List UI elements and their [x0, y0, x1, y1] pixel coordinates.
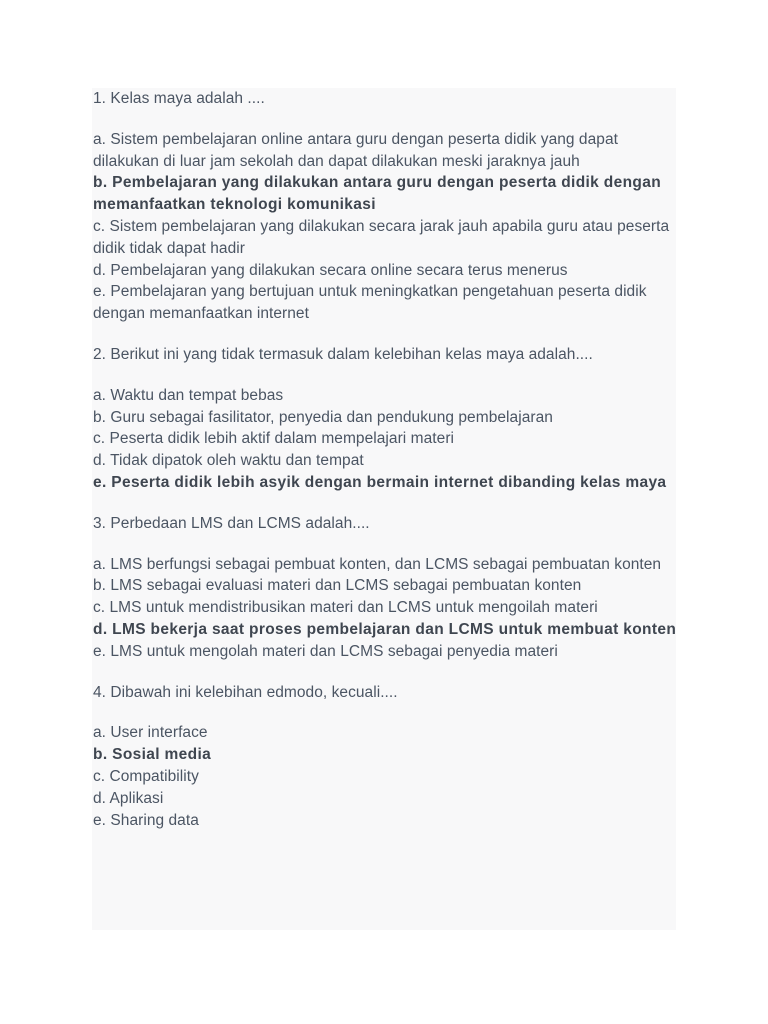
- option-d: d. Tidak dipatok oleh waktu dan tempat: [93, 452, 364, 470]
- option-c: c. Compatibility: [93, 767, 199, 785]
- option-list: [93, 129, 677, 325]
- option-a: a. Sistem pembelajaran online antara guru dengan peserta didik yang dapat dilakukan di luar jam sekolah dan dapat dilakukan meski jaraknya jauh: [93, 130, 618, 170]
- option-a: a. Waktu dan tempat bebas: [93, 386, 284, 404]
- option-list: [93, 722, 677, 831]
- option-a: a. LMS berfungsi sebagai pembuat konten, dan LCMS sebagai pembuatan konten: [93, 555, 662, 573]
- option-a: a. User interface: [93, 724, 208, 742]
- option-b: b. Guru sebagai fasilitator, penyedia dan pendukung pembelajaran: [93, 408, 553, 426]
- option-b-correct: b. Sosial media: [93, 746, 212, 764]
- question-4: [93, 682, 677, 832]
- option-c: c. Sistem pembelajaran yang dilakukan secara jarak jauh apabila guru atau peserta didik tidak dapat hadir: [93, 217, 670, 257]
- option-e-correct: e. Peserta didik lebih asyik dengan bermain internet dibanding kelas maya: [93, 473, 667, 491]
- option-c: c. Peserta didik lebih aktif dalam mempelajari materi: [93, 430, 455, 448]
- question-title: 3. Perbedaan LMS dan LCMS adalah....: [93, 514, 370, 532]
- option-d: d. Pembelajaran yang dilakukan secara online secara terus menerus: [93, 261, 568, 279]
- option-e: e. LMS untuk mengolah materi dan LCMS sebagai penyedia materi: [93, 642, 558, 660]
- question-title: 2. Berikut ini yang tidak termasuk dalam kelebihan kelas maya adalah....: [93, 345, 593, 363]
- question-2: [93, 344, 677, 494]
- question-1: [93, 88, 677, 325]
- option-d: d. Aplikasi: [93, 789, 164, 807]
- question-title: 1. Kelas maya adalah ....: [93, 90, 265, 107]
- quiz-content: [93, 88, 677, 850]
- option-list: [93, 385, 677, 494]
- option-b-correct: b. Pembelajaran yang dilakukan antara guru dengan peserta didik dengan memanfaatkan teknologi komunikasi: [93, 174, 662, 214]
- option-d-correct: d. LMS bekerja saat proses pembelajaran dan LCMS untuk membuat konten: [93, 620, 677, 638]
- question-3: [93, 513, 677, 663]
- option-b: b. LMS sebagai evaluasi materi dan LCMS sebagai pembuatan konten: [93, 577, 582, 595]
- option-e: e. Sharing data: [93, 811, 199, 829]
- option-c: c. LMS untuk mendistribusikan materi dan LCMS untuk mengoilah materi: [93, 599, 598, 617]
- option-list: [93, 554, 677, 663]
- option-e: e. Pembelajaran yang bertujuan untuk meningkatkan pengetahuan peserta didik dengan memanfaatkan internet: [93, 283, 647, 323]
- question-title: 4. Dibawah ini kelebihan edmodo, kecuali....: [93, 683, 398, 701]
